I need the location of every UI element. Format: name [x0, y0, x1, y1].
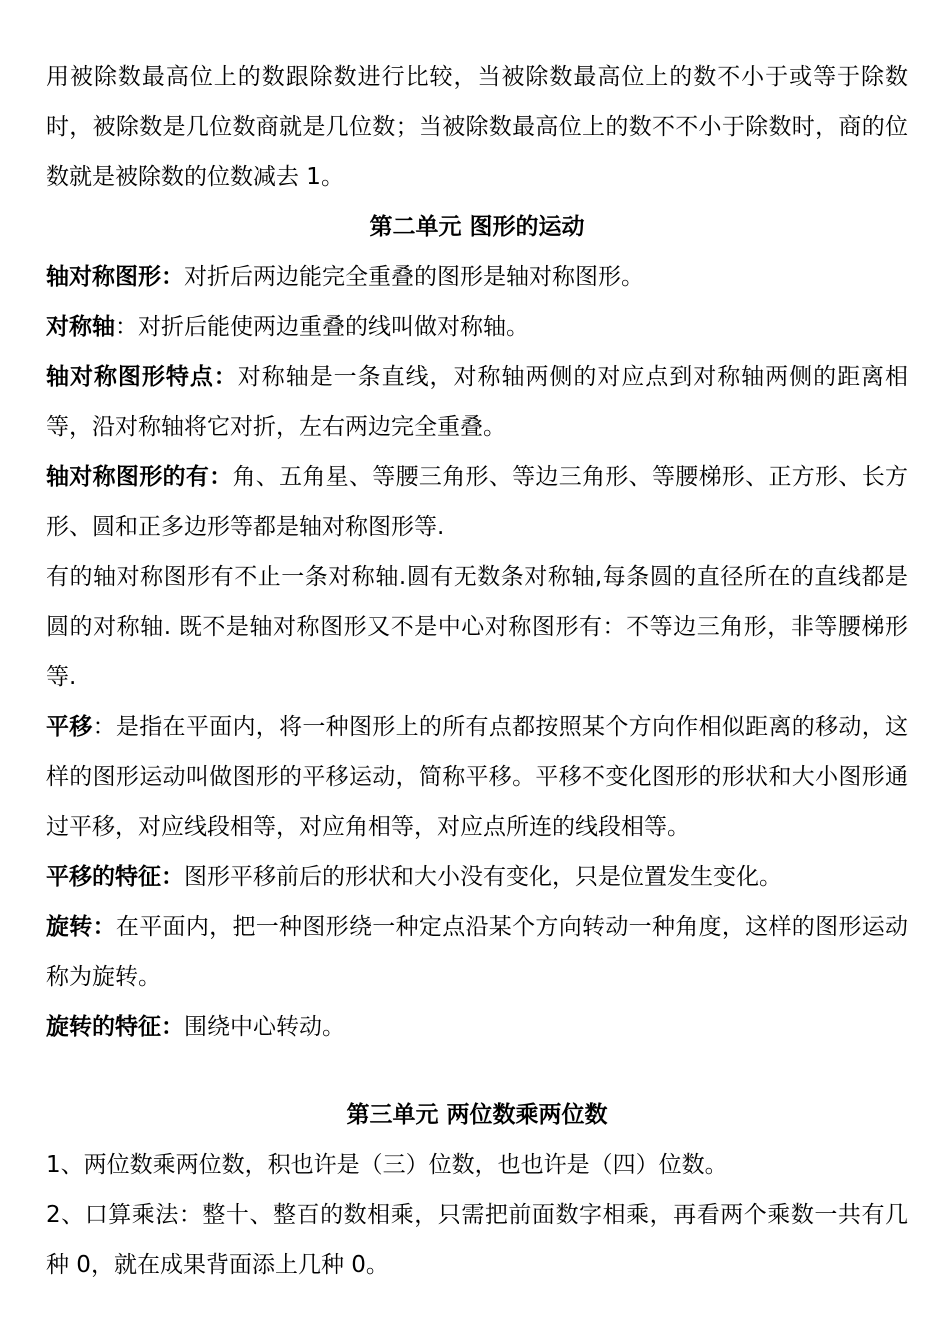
definition-text: 对称轴是一条直线，对称轴两侧的对应点到对称轴两侧的距离相等，沿对称轴将它对折，左右两边完全重叠。: [46, 364, 909, 440]
term-label: 对称轴: [46, 314, 115, 340]
definition-translation-features: [46, 852, 908, 902]
definition-rotation: [46, 902, 908, 1002]
term-label: 平移: [46, 714, 93, 740]
document-page: [46, 52, 908, 1290]
definition-text: ：对折后能使两边重叠的线叫做对称轴。: [115, 314, 529, 340]
definition-symmetry-axis: [46, 302, 908, 352]
definition-text: 在平面内，把一种图形绕一种定点沿某个方向转动一种角度，这样的图形运动称为旋转。: [46, 914, 909, 990]
term-label: 旋转的特征：: [46, 1014, 184, 1040]
unit2-title: 第二单元 图形的运动: [369, 214, 585, 240]
list-item: 2、口算乘法：整十、整百的数相乘，只需把前面数字相乘，再看两个乘数一共有几种 0，就在成果背面添上几种 0。: [46, 1202, 908, 1278]
definition-text: 围绕中心转动。: [184, 1014, 345, 1040]
definition-text: ：是指在平面内，将一种图形上的所有点都按照某个方向作相似距离的移动，这样的图形运动叫做图形的平移运动，简称平移。平移不变化图形的形状和大小图形通过平移，对应线段相等，对应角相等，对应点所连的线段相等。: [46, 714, 909, 840]
symmetry-note-paragraph: 有的轴对称图形有不止一条对称轴.圆有无数条对称轴,每条圆的直径所在的直线都是圆的对称轴. 既不是轴对称图形又不是中心对称图形有：不等边三角形，非等腰梯形等.: [46, 564, 908, 690]
definition-text: 角、五角星、等腰三角形、等边三角形、等腰梯形、正方形、长方形、圆和正多边形等都是轴对称图形等.: [46, 464, 909, 540]
definition-axis-symmetric-figure: [46, 252, 908, 302]
unit3-title: 第三单元 两位数乘两位数: [346, 1102, 608, 1128]
definition-rotation-features: [46, 1002, 908, 1052]
definition-translation: [46, 702, 908, 852]
term-label: 平移的特征：: [46, 864, 184, 890]
list-item: 1、两位数乘两位数，积也许是（三）位数，也也许是（四）位数。: [46, 1152, 728, 1178]
section-spacer: [46, 1052, 908, 1090]
definition-text: 图形平移前后的形状和大小没有变化，只是位置发生变化。: [184, 864, 782, 890]
definition-symmetric-features: [46, 352, 908, 452]
term-label: 轴对称图形：: [46, 264, 184, 290]
definition-text: 对折后两边能完全重叠的图形是轴对称图形。: [184, 264, 644, 290]
intro-paragraph: 用被除数最高位上的数跟除数进行比较，当被除数最高位上的数不小于或等于除数时，被除数是几位数商就是几位数；当被除数最高位上的数不不小于除数时，商的位数就是被除数的位数减去 1。: [46, 64, 908, 190]
term-label: 旋转：: [46, 914, 116, 940]
term-label: 轴对称图形特点：: [46, 364, 238, 390]
definition-symmetric-examples: [46, 452, 908, 552]
term-label: 轴对称图形的有：: [46, 464, 233, 490]
